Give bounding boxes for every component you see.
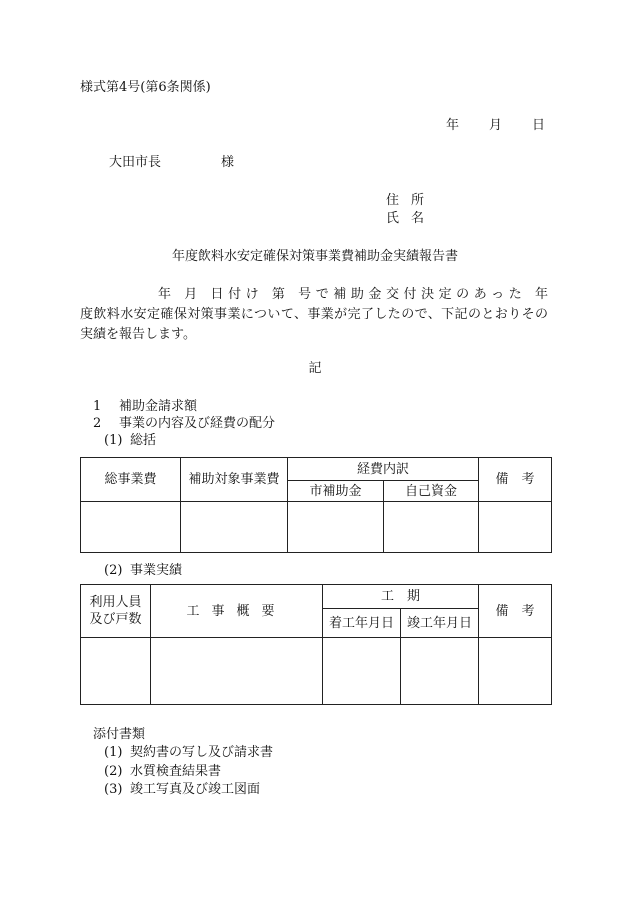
paragraph-line-2: 度飲料水安定確保対策事業について、事業が完了したので、下記のとおりその <box>80 307 548 322</box>
sub-col-city-subsidy: 市補助金 <box>288 481 384 502</box>
cell-self-funding[interactable] <box>384 502 479 553</box>
sub-col-end-date: 竣工年月日 <box>401 609 479 638</box>
paragraph-line-3: 実績を報告します。 <box>80 327 196 342</box>
section-2-heading: (2) 事業実績 <box>104 563 183 578</box>
col-target-cost: 補助対象事業費 <box>181 458 288 502</box>
applicant-address-label: 住 所 <box>386 193 425 208</box>
ki-heading: 記 <box>308 361 322 376</box>
cell-end-date[interactable] <box>401 638 479 705</box>
col-work-period: 工 期 <box>323 585 479 609</box>
document-title: 年度飲料水安定確保対策事業費補助金実績報告書 <box>171 249 458 264</box>
sub-col-start-date: 着工年月日 <box>323 609 401 638</box>
recipient-name: 大田市長 <box>109 155 162 170</box>
body-paragraph <box>80 285 548 345</box>
attachment-item: (1) 契約書の写し及び請求書 <box>104 745 274 760</box>
cell-work-overview[interactable] <box>151 638 323 705</box>
attachments-title: 添付書類 <box>93 727 146 742</box>
attachment-item: (2) 水質検査結果書 <box>104 764 222 779</box>
applicant-name-label: 氏 名 <box>386 211 425 226</box>
col-remarks-2: 備 考 <box>479 585 552 638</box>
col-total-cost: 総事業費 <box>81 458 181 502</box>
date-line <box>446 119 545 132</box>
results-table <box>80 584 552 705</box>
recipient <box>109 156 234 169</box>
col-remarks: 備 考 <box>479 458 552 502</box>
date-year: 年 <box>445 118 459 133</box>
sub-col-self-funding: 自己資金 <box>384 481 479 502</box>
cell-remarks[interactable] <box>479 502 552 553</box>
col-work-overview: 工事概要 <box>151 585 323 638</box>
col-users-households: 利用人員 及び戸数 <box>81 585 151 638</box>
date-month: 月 <box>488 118 502 133</box>
attachment-item: (3) 竣工写真及び竣工図面 <box>104 782 261 797</box>
section-1-heading: (1) 総括 <box>104 433 157 448</box>
cell-target-cost[interactable] <box>181 502 288 553</box>
cell-users-households[interactable] <box>81 638 151 705</box>
item-1: 1 補助金請求額 <box>93 399 198 414</box>
paragraph-line-1: 年 月 日付け 第 号で補助金交付決定のあった 年 <box>158 287 548 302</box>
cell-remarks-2[interactable] <box>479 638 552 705</box>
form-number: 様式第4号(第6条関係) <box>80 80 211 95</box>
cell-city-subsidy[interactable] <box>288 502 384 553</box>
col-breakdown: 経費内訳 <box>288 458 479 481</box>
cell-total-cost[interactable] <box>81 502 181 553</box>
cell-start-date[interactable] <box>323 638 401 705</box>
summary-table <box>80 457 552 553</box>
recipient-honorific: 様 <box>221 155 235 170</box>
date-day: 日 <box>531 118 545 133</box>
item-2: 2 事業の内容及び経費の配分 <box>93 416 276 431</box>
